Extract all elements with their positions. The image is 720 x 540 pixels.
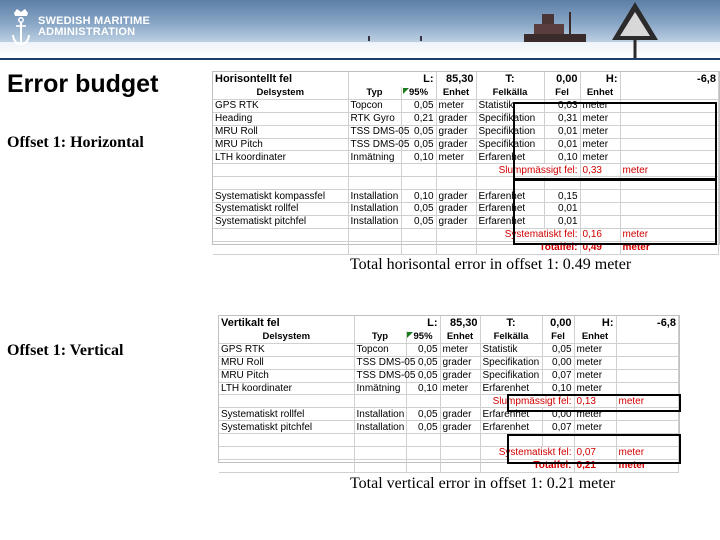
cell: Systematiskt kompassfel (213, 190, 348, 203)
column-header: Enhet (436, 87, 476, 99)
cell: grader (436, 215, 476, 228)
header-banner (0, 0, 720, 58)
cell: 0,10 (401, 190, 436, 203)
cell: Installation (354, 408, 406, 421)
header-divider (0, 58, 720, 60)
cell: meter (436, 99, 476, 112)
cell: Installation (348, 203, 401, 216)
total-error-value: 0,49 (580, 241, 620, 254)
cell: 0,10 (542, 382, 574, 395)
random-error-label: Slumpmässigt fel: (480, 395, 574, 408)
sheet-header-row (219, 316, 679, 331)
label-t: T: (480, 316, 542, 331)
cell: 0,10 (544, 151, 580, 164)
table-row (219, 369, 679, 382)
empty-cell (348, 177, 401, 190)
cell: meter (574, 408, 616, 421)
cell: Erfarenhet (476, 203, 544, 216)
empty-cell (406, 447, 440, 460)
empty-cell (616, 382, 678, 395)
empty-cell (348, 241, 401, 254)
random-error-unit: meter (620, 164, 718, 177)
empty-cell (401, 241, 436, 254)
cell: Topcon (354, 343, 406, 356)
table-row (213, 99, 719, 112)
table-row (213, 138, 719, 151)
empty-cell (616, 434, 678, 447)
cell: Erfarenhet (476, 215, 544, 228)
cell: 0,05 (401, 138, 436, 151)
section-label-horizontal: Offset 1: Horizontal (7, 134, 144, 151)
empty-cell (436, 177, 476, 190)
cell: Erfarenhet (480, 421, 542, 434)
empty-cell (620, 190, 718, 203)
org-line-1: SWEDISH MARITIME (38, 15, 150, 27)
empty-cell (436, 241, 476, 254)
total-error-unit: meter (620, 241, 718, 254)
cell: Specifikation (476, 125, 544, 138)
cell: 0,05 (406, 343, 440, 356)
total-error-label: Totalfel: (476, 241, 580, 254)
empty-cell (616, 331, 678, 343)
cell: Systematiskt rollfel (219, 408, 354, 421)
cell: TSS DMS-05 (354, 369, 406, 382)
cell: Erfarenhet (476, 190, 544, 203)
random-error-row (213, 164, 719, 177)
cell: meter (580, 125, 620, 138)
cell: 0,05 (542, 343, 574, 356)
empty-cell (440, 459, 480, 472)
empty-cell (616, 356, 678, 369)
column-header: 95% (401, 87, 436, 99)
cell: Specifikation (480, 369, 542, 382)
section-label-vertical: Offset 1: Vertical (7, 342, 124, 359)
empty-cell (616, 369, 678, 382)
cell: Erfarenhet (476, 151, 544, 164)
label-h: H: (580, 72, 620, 87)
comment-marker (407, 332, 413, 338)
caption-vertical: Total vertical error in offset 1: 0.21 meter (350, 475, 616, 492)
empty-cell (440, 447, 480, 460)
label-t: T: (476, 72, 544, 87)
cell: 0,05 (401, 125, 436, 138)
cell: Heading (213, 112, 348, 125)
table-row (213, 112, 719, 125)
cell: 0,00 (542, 408, 574, 421)
beacon-icon (608, 0, 662, 58)
value-l: 85,30 (436, 72, 476, 87)
cell: GPS RTK (219, 343, 354, 356)
label-l: L: (354, 316, 440, 331)
empty-cell (616, 421, 678, 434)
cell: grader (440, 369, 480, 382)
cell: GPS RTK (213, 99, 348, 112)
random-error-label: Slumpmässigt fel: (476, 164, 580, 177)
cell: meter (436, 151, 476, 164)
empty-cell (436, 228, 476, 241)
cell: meter (440, 382, 480, 395)
cell: meter (574, 369, 616, 382)
cell: meter (574, 343, 616, 356)
table-row (213, 125, 719, 138)
cell: 0,07 (542, 369, 574, 382)
empty-cell (480, 434, 542, 447)
total-error-row (213, 241, 719, 254)
column-header: Typ (354, 331, 406, 343)
column-header: Typ (348, 87, 401, 99)
cell (580, 215, 620, 228)
column-header: Delsystem (213, 87, 348, 99)
cell: Specifikation (476, 138, 544, 151)
cell: Installation (348, 190, 401, 203)
table-row (213, 215, 719, 228)
cell: 0,05 (401, 215, 436, 228)
systematic-error-value: 0,16 (580, 228, 620, 241)
empty-cell (354, 459, 406, 472)
empty-cell (542, 434, 574, 447)
random-error-value: 0,33 (580, 164, 620, 177)
cell: 0,05 (406, 369, 440, 382)
table-row (219, 343, 679, 356)
systematic-error-row (219, 447, 679, 460)
empty-cell (354, 395, 406, 408)
cell: Systematiskt pitchfel (219, 421, 354, 434)
empty-cell (616, 408, 678, 421)
cell: Erfarenhet (480, 382, 542, 395)
column-header: Fel (544, 87, 580, 99)
cell: 0,05 (401, 203, 436, 216)
systematic-error-row (213, 228, 719, 241)
cell: 0,15 (544, 190, 580, 203)
empty-cell (620, 138, 718, 151)
cell: meter (574, 382, 616, 395)
value-l: 85,30 (440, 316, 480, 331)
table-row (213, 203, 719, 216)
column-header: Delsystem (219, 331, 354, 343)
cell: Systematiskt pitchfel (213, 215, 348, 228)
empty-cell (406, 459, 440, 472)
table-row (219, 356, 679, 369)
cell: grader (440, 421, 480, 434)
cell: Installation (348, 215, 401, 228)
cell: grader (436, 125, 476, 138)
cell: meter (580, 151, 620, 164)
empty-cell (219, 395, 354, 408)
table-row (213, 151, 719, 164)
cell: Specifikation (476, 112, 544, 125)
cell: grader (436, 112, 476, 125)
label-h: H: (574, 316, 616, 331)
cell: grader (436, 203, 476, 216)
empty-cell (348, 164, 401, 177)
systematic-error-label: Systematiskt fel: (480, 447, 574, 460)
table-row (219, 421, 679, 434)
random-error-value: 0,13 (574, 395, 616, 408)
cell: 0,10 (401, 151, 436, 164)
empty-cell (348, 228, 401, 241)
random-error-row (219, 395, 679, 408)
sheet-title: Vertikalt fel (219, 316, 354, 331)
cell: 0,03 (544, 99, 580, 112)
cell: TSS DMS-05 (348, 125, 401, 138)
sheet-header-row (213, 72, 719, 87)
empty-cell (219, 459, 354, 472)
cell: Erfarenhet (480, 408, 542, 421)
systematic-error-value: 0,07 (574, 447, 616, 460)
cell: Inmätning (348, 151, 401, 164)
empty-cell (219, 434, 354, 447)
column-header-row (219, 331, 679, 343)
table-row (213, 177, 719, 190)
empty-cell (354, 447, 406, 460)
column-header: Enhet (440, 331, 480, 343)
cell: 0,05 (406, 408, 440, 421)
cell: 0,31 (544, 112, 580, 125)
anchor-crown-icon (10, 7, 32, 47)
vertical-error-sheet (218, 315, 680, 472)
cell: grader (440, 356, 480, 369)
cell: 0,01 (544, 125, 580, 138)
empty-cell (620, 215, 718, 228)
cell: 0,21 (401, 112, 436, 125)
organization-name (38, 16, 150, 38)
cell: 0,05 (406, 356, 440, 369)
column-header: Enhet (580, 87, 620, 99)
systematic-error-unit: meter (620, 228, 718, 241)
empty-cell (354, 434, 406, 447)
table-row (219, 382, 679, 395)
cell: Topcon (348, 99, 401, 112)
empty-cell (440, 434, 480, 447)
cell: Statistik (480, 343, 542, 356)
systematic-error-label: Systematiskt fel: (476, 228, 580, 241)
cell: Systematiskt rollfel (213, 203, 348, 216)
label-l: L: (348, 72, 436, 87)
empty-cell (213, 164, 348, 177)
column-header: Fel (542, 331, 574, 343)
cell: 0,00 (542, 356, 574, 369)
cell: meter (574, 356, 616, 369)
ship-icon (520, 8, 590, 48)
cell: meter (574, 421, 616, 434)
table-row (213, 190, 719, 203)
empty-cell (436, 164, 476, 177)
cell: RTK Gyro (348, 112, 401, 125)
empty-cell (620, 99, 718, 112)
random-error-unit: meter (616, 395, 678, 408)
cell: MRU Roll (213, 125, 348, 138)
cell: meter (580, 138, 620, 151)
empty-cell (620, 177, 718, 190)
empty-cell (213, 241, 348, 254)
cell: 0,10 (406, 382, 440, 395)
cell: TSS DMS-05 (348, 138, 401, 151)
cell: meter (580, 99, 620, 112)
column-header: Enhet (574, 331, 616, 343)
empty-cell (620, 87, 718, 99)
empty-cell (620, 125, 718, 138)
column-header: Felkälla (476, 87, 544, 99)
sheet-title: Horisontellt fel (213, 72, 348, 87)
cell: 0,01 (544, 203, 580, 216)
value-t: 0,00 (544, 72, 580, 87)
horizontal-error-sheet (212, 71, 720, 254)
cell: 0,05 (406, 421, 440, 434)
slide-title: Error budget (7, 70, 159, 98)
empty-cell (620, 203, 718, 216)
cell: MRU Roll (219, 356, 354, 369)
column-header: Felkälla (480, 331, 542, 343)
empty-cell (620, 151, 718, 164)
cell: meter (440, 343, 480, 356)
cell: Installation (354, 421, 406, 434)
total-error-label: Totalfel: (480, 459, 574, 472)
empty-cell (219, 447, 354, 460)
cell: 0,01 (544, 215, 580, 228)
empty-cell (616, 343, 678, 356)
cell (580, 203, 620, 216)
empty-cell (213, 228, 348, 241)
empty-cell (406, 434, 440, 447)
cell: MRU Pitch (213, 138, 348, 151)
table-row (219, 408, 679, 421)
cell: LTH koordinater (213, 151, 348, 164)
total-error-row (219, 459, 679, 472)
column-header-row (213, 87, 719, 99)
cell: 0,05 (401, 99, 436, 112)
empty-cell (620, 112, 718, 125)
cell: Inmätning (354, 382, 406, 395)
empty-cell (574, 434, 616, 447)
empty-cell (401, 228, 436, 241)
table-row (219, 434, 679, 447)
total-error-unit: meter (616, 459, 678, 472)
empty-cell (544, 177, 580, 190)
empty-cell (401, 177, 436, 190)
cell: meter (580, 112, 620, 125)
caption-horizontal: Total horisontal error in offset 1: 0.49 meter (350, 256, 632, 273)
cell: LTH koordinater (219, 382, 354, 395)
empty-cell (213, 177, 348, 190)
cell: grader (436, 138, 476, 151)
column-header: 95% (406, 331, 440, 343)
empty-cell (406, 395, 440, 408)
empty-cell (580, 177, 620, 190)
value-h: -6,8 (616, 316, 678, 331)
cell: 0,01 (544, 138, 580, 151)
cell: grader (440, 408, 480, 421)
total-error-value: 0,21 (574, 459, 616, 472)
cell: MRU Pitch (219, 369, 354, 382)
figure-icon (368, 36, 370, 41)
systematic-error-unit: meter (616, 447, 678, 460)
cell: 0,07 (542, 421, 574, 434)
cell (580, 190, 620, 203)
cell: Statistik (476, 99, 544, 112)
value-h: -6,8 (620, 72, 718, 87)
cell: TSS DMS-05 (354, 356, 406, 369)
comment-marker (403, 88, 409, 94)
figure-icon (420, 36, 422, 41)
empty-cell (401, 164, 436, 177)
org-line-2: ADMINISTRATION (38, 26, 136, 38)
value-t: 0,00 (542, 316, 574, 331)
cell: grader (436, 190, 476, 203)
cell: Specifikation (480, 356, 542, 369)
empty-cell (476, 177, 544, 190)
empty-cell (440, 395, 480, 408)
